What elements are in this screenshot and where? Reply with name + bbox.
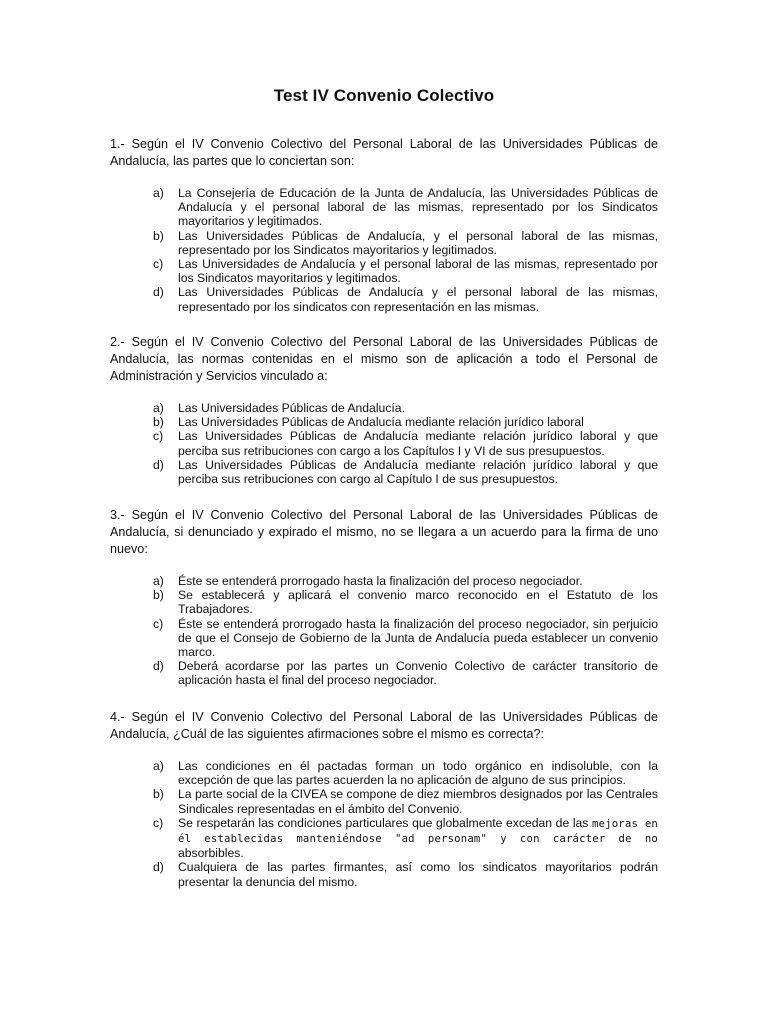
option-letter: b) bbox=[153, 415, 164, 430]
option-letter: d) bbox=[153, 285, 164, 300]
option-text: Las Universidades Públicas de Andalucía y el personal laboral de las mismas, representado por los sindicatos con representación en las mismas. bbox=[178, 285, 658, 314]
option-letter: b) bbox=[153, 228, 164, 243]
option-text: Las Universidades Públicas de Andalucía, y el personal laboral de las mismas, representado por los Sindicatos mayoritarios y legitimados. bbox=[178, 228, 658, 257]
option-text: Cualquiera de las partes firmantes, así como los sindicatos mayoritarios podrán presentar la denuncia del mismo. bbox=[178, 860, 658, 889]
option-text: Las Universidades Públicas de Andalucía mediante relación jurídico laboral y que perciba sus retribuciones con cargo al Capítulo I de sus presupuestos. bbox=[178, 457, 658, 487]
option-d bbox=[153, 458, 658, 486]
option-text: La parte social de la CIVEA se compone de diez miembros designados por las Centrales Sindicales representadas en el ámbito del Convenio. bbox=[178, 787, 658, 816]
option-text: Las Universidades Públicas de Andalucía mediante relación jurídico laboral bbox=[178, 415, 584, 430]
options-list bbox=[110, 401, 658, 486]
option-d bbox=[153, 285, 658, 313]
option-c bbox=[153, 816, 658, 861]
option-text-end: absorbibles. bbox=[178, 846, 244, 861]
option-letter: c) bbox=[153, 257, 164, 272]
option-d bbox=[153, 659, 658, 687]
option-b bbox=[153, 229, 658, 257]
option-text-mono: mejoras en él establecidas manteniéndose "ad personam" y con carácter de no bbox=[178, 817, 658, 846]
option-letter: a) bbox=[153, 574, 164, 588]
option-c bbox=[153, 617, 658, 660]
option-b bbox=[153, 787, 658, 815]
option-letter: b) bbox=[153, 787, 164, 802]
option-text-start: Se respetarán las condiciones particulares que globalmente excedan de las bbox=[178, 815, 589, 830]
option-letter: d) bbox=[153, 659, 164, 674]
options-list bbox=[110, 186, 658, 314]
question-3 bbox=[110, 507, 658, 688]
option-a bbox=[153, 759, 658, 787]
question-stem: 4.- Según el IV Convenio Colectivo del Personal Laboral de las Universidades Públicas de Andalucía, ¿Cuál de las siguientes afirmaciones sobre el mismo es correcta?: bbox=[110, 710, 658, 741]
option-letter: c) bbox=[153, 815, 164, 830]
option-b bbox=[153, 588, 658, 616]
option-d bbox=[153, 860, 658, 888]
option-letter: a) bbox=[153, 186, 164, 200]
question-stem: 1.- Según el IV Convenio Colectivo del Personal Laboral de las Universidades Públicas de Andalucía, las partes que lo conciertan son: bbox=[110, 137, 658, 168]
question-2 bbox=[110, 334, 658, 486]
option-text: Se establecerá y aplicará el convenio marco reconocido en el Estatuto de los Trabajadores. bbox=[178, 588, 658, 617]
options-list bbox=[110, 759, 658, 889]
option-a bbox=[153, 574, 658, 588]
option-a bbox=[153, 401, 658, 415]
option-b bbox=[153, 415, 658, 429]
option-letter: d) bbox=[153, 457, 164, 472]
document-title: Test IV Convenio Colectivo bbox=[273, 86, 495, 105]
question-stem: 2.- Según el IV Convenio Colectivo del Personal Laboral de las Universidades Públicas de Andalucía, las normas contenidas en el mismo son de aplicación a todo el Personal de Administración y Servicios vinculado a: bbox=[110, 335, 658, 383]
option-text: Deberá acordarse por las partes un Convenio Colectivo de carácter transitorio de aplicación hasta el final del proceso negociador. bbox=[178, 659, 658, 688]
option-c bbox=[153, 257, 658, 285]
option-letter: c) bbox=[153, 429, 164, 444]
option-text: Éste se entenderá prorrogado hasta la finalización del proceso negociador. bbox=[178, 574, 583, 588]
option-c bbox=[153, 429, 658, 457]
option-text: Las Universidades Públicas de Andalucía mediante relación jurídico laboral y que perciba sus retribuciones con cargo a los Capítulos I y VI de sus presupuestos. bbox=[178, 429, 658, 458]
options-list bbox=[110, 574, 658, 688]
option-letter: a) bbox=[153, 759, 164, 773]
question-4 bbox=[110, 709, 658, 889]
option-text: Las Universidades de Andalucía y el personal laboral de las mismas, representado por los Sindicatos mayoritarios y legitimados. bbox=[178, 257, 658, 286]
option-text: Las Universidades Públicas de Andalucía. bbox=[178, 401, 405, 415]
option-letter: b) bbox=[153, 588, 164, 603]
question-stem: 3.- Según el IV Convenio Colectivo del Personal Laboral de las Universidades Públicas de Andalucía, si denunciado y expirado el mismo, no se llegara a un acuerdo para la firma de uno nuevo: bbox=[110, 508, 658, 556]
option-text: La Consejería de Educación de la Junta de Andalucía, las Universidades Públicas de Andalucía y el personal laboral de las mismas, representado por los Sindicatos mayoritarios y legitimados. bbox=[178, 186, 658, 229]
option-letter: c) bbox=[153, 616, 164, 631]
option-text: Las condiciones en él pactadas forman un todo orgánico en indisoluble, con la excepción de que las partes acuerden la no aplicación de alguno de sus principios. bbox=[178, 759, 658, 788]
question-1 bbox=[110, 136, 658, 314]
option-letter: d) bbox=[153, 860, 164, 875]
option-letter: a) bbox=[153, 401, 164, 415]
option-a bbox=[153, 186, 658, 229]
option-text: Éste se entenderá prorrogado hasta la finalización del proceso negociador, sin perjuicio de que el Consejo de Gobierno de la Junta de Andalucía pueda establecer un convenio marco. bbox=[178, 616, 658, 660]
